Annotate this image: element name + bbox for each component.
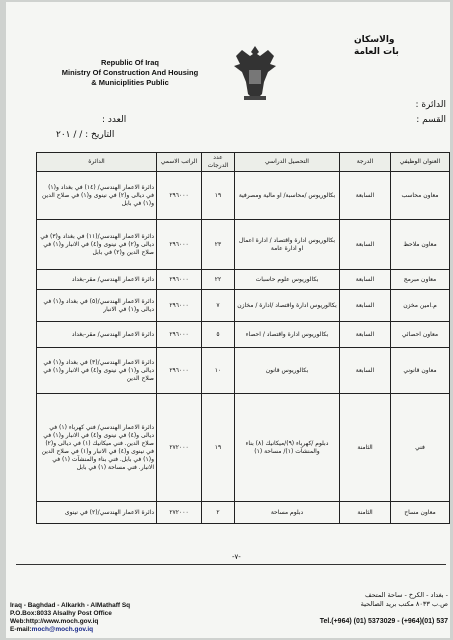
salary-cell: ٢٧٢٠٠٠ [157,502,202,524]
job-title-cell: معاون مبرمج [391,270,450,290]
table-row [37,172,450,220]
education-cell: دبلوم مساحة [235,502,340,524]
grade-cell: الثامنة [340,502,391,524]
header-line: والاسكان [354,35,395,45]
footer-line: Iraq - Baghdad - Alkarkh - AlMathaff Sq [10,602,131,609]
number-label: العدد : [102,115,127,125]
header-line: Republic Of Iraq [101,58,159,67]
salary-cell: ٢٩٦٠٠٠ [157,322,202,348]
location-cell: دائرة الاعمار الهندسي/ (١٤) في بغداد و(١) في ديالى و(٢) في نينوى و(١) في صلاح الدين و(١) في بابل [37,172,157,220]
job-title-cell: معاون مساح [391,502,450,524]
footer-line: ص.ب ٨٠٣٣ مكتب بريد الصالحية [360,600,448,608]
table-row [37,502,450,524]
education-cell: بكالوريوس قانون [235,348,340,394]
footer-address-arabic [288,591,448,609]
salary-cell: ٢٩٦٠٠٠ [157,220,202,270]
location-cell: دائرة الاعمار الهندسي/(٢) في نينوى [37,502,157,524]
salary-cell: ٢٩٦٠٠٠ [157,290,202,322]
education-cell: بكالوريوس ادارة واقتصاد / احصاء [235,322,340,348]
date-label: التاريخ : / / ٢٠١ [56,130,115,140]
location-cell: دائرة الاعمار الهندسي/(١١) في بغداد و(٣) في ديالى و(٢) في نينوى و(٤) في الانبار و(١) في صلاح الدين و(٢) في بابل [37,220,157,270]
column-header: الراتب الاسمي [157,153,202,172]
education-cell: بكالوريوس ادارة واقتصاد /ادارة / مخازن [235,290,340,322]
grade-cell: السابعة [340,348,391,394]
column-header: العنوان الوظيفي [391,153,450,172]
count-cell: ١٠ [202,348,235,394]
footer-address-english [10,602,210,634]
location-cell: دائرة الاعمار الهندسي/ مقر-بغداد [37,270,157,290]
ministry-header-english [50,58,210,88]
grade-cell: السابعة [340,322,391,348]
location-cell: دائرة الاعمار الهندسي/ مقر-بغداد [37,322,157,348]
education-cell: دبلوم /كهرباء (٩)/ميكانيك (٨) بناء والمنشآت (١)/ مساحة (١) [235,394,340,502]
education-cell: بكالوريوس علوم حاسبات [235,270,340,290]
section-label: القسم : [416,115,446,125]
job-title-cell: معاون ملاحظ [391,220,450,270]
ministry-header-arabic [354,34,450,58]
table-row [37,322,450,348]
document-page [6,2,450,638]
job-title-cell: فني [391,394,450,502]
iraq-eagle-emblem-icon [232,42,278,102]
table-row [37,290,450,322]
column-header: الدرجة [340,153,391,172]
email-label: E-mail: [10,626,32,633]
location-cell: دائرة الاعمار الهندسي/(٣) في بغداد و(١) في ديالى و(١) في نينوى و(٤) في الانبار و(١) في صلاح الدين [37,348,157,394]
job-title-cell: معاون قانوني [391,348,450,394]
salary-cell: ٢٧٢٠٠٠ [157,394,202,502]
salary-cell: ٢٩٦٠٠٠ [157,348,202,394]
table-row [37,270,450,290]
count-cell: ٢٣ [202,220,235,270]
count-cell: ٢٢ [202,270,235,290]
footer-line: Web:http://www.moch.gov.iq [10,618,99,625]
count-cell: ١٩ [202,172,235,220]
table-row [37,394,450,502]
page-number: -٧- [232,553,241,561]
header-line: Ministry Of Construction And Housing [61,68,199,77]
column-header: التحصيل الدراسي [235,153,340,172]
header-line: بات العامة [354,47,399,57]
header-line: & Municiplities Public [91,78,169,87]
count-cell: ٢ [202,502,235,524]
footer-divider [16,564,446,565]
education-cell: بكالوريوس ادارة واقتصاد / ادارة اعمال او ادارة عامة [235,220,340,270]
column-header: عدد الدرجات [202,153,235,172]
count-cell: ٥ [202,322,235,348]
grade-cell: السابعة [340,220,391,270]
grade-cell: الثامنة [340,394,391,502]
grade-cell: السابعة [340,172,391,220]
grade-cell: السابعة [340,270,391,290]
column-header: الدائرة [37,153,157,172]
count-cell: ١٩ [202,394,235,502]
email-link[interactable]: moch@moch.gov.iq [31,626,94,633]
location-cell: دائرة الاعمار الهندسي/(٥) في بغداد و(١) في ديالى و(١) في الانبار [37,290,157,322]
education-cell: بكالوريوس /محاسبة/ او مالية ومصرفية [235,172,340,220]
salary-cell: ٢٩٦٠٠٠ [157,172,202,220]
job-title-cell: معاون احصائي [391,322,450,348]
count-cell: ٧ [202,290,235,322]
department-label: الدائرة : [415,100,446,110]
vacancies-table [36,152,450,524]
footer-phones: Tel.(+964) (01) 5373029 - (+964)(01) 537 [319,618,448,625]
location-cell: دائرة الاعمار الهندسي/ فني كهرباء (١) في ديالى و(٤) في نينوى و(٤) في الانبار و(١) في صلاح الدين. فني ميكانيك (١) في ديالى و(٢) في نينوى و(٤) في الانبار و(١) في صلاح الدين و(١) في بابل. فني بناء والمنشآت (١) في الانبار. فني مساحة (١) في بابل [37,394,157,502]
salary-cell: ٢٩٦٠٠٠ [157,270,202,290]
table-row [37,348,450,394]
footer-email [10,626,210,634]
table-row [37,220,450,270]
job-title-cell: معاون محاسب [391,172,450,220]
footer-line: P.O.Box:8033 Alsalhy Post Office [10,610,112,617]
footer-line: - بغداد - الكرخ - ساحة المتحف [364,591,448,599]
grade-cell: السابعة [340,290,391,322]
job-title-cell: م.امين مخزن [391,290,450,322]
table-header-row [37,153,450,172]
